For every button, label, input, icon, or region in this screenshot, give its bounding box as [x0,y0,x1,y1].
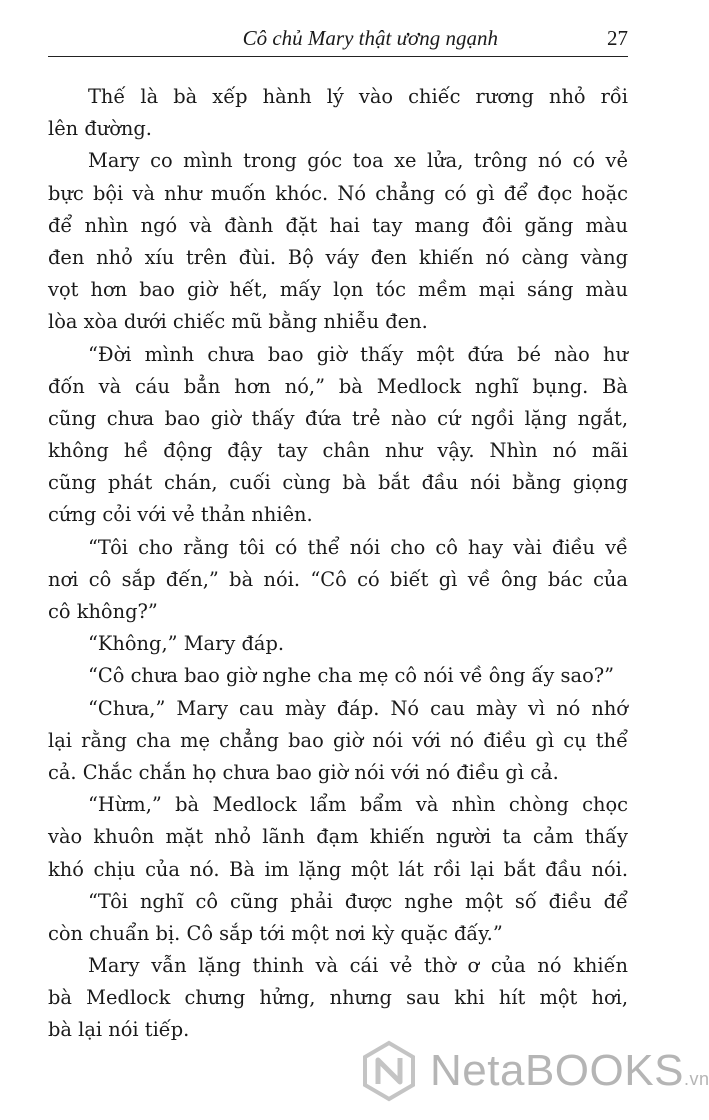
text-line: cô không?” [48,600,158,623]
text-line: “Tôi nghĩ cô cũng phải được nghe một số điều để [88,889,628,913]
running-header [48,22,628,57]
text-line: không hề động đậy tay chân như vậy. Nhìn nó mãi [48,439,628,463]
text-line: Mary co mình trong góc toa xe lửa, trông nó có vẻ [88,149,628,173]
text-line: “Tôi cho rằng tôi có thể nói cho cô hay vài điều về [88,535,628,559]
text-line: “Chưa,” Mary cau mày đáp. Nó cau mày vì nó nhớ [88,696,628,720]
text-line: lòa xòa dưới chiếc mũ bằng nhiễu đen. [48,310,428,334]
text-line: để nhìn ngó và đành đặt hai tay mang đôi găng màu [48,213,628,237]
text-line: nơi cô sắp đến,” bà nói. “Cô có biết gì về ông bác của [48,567,628,591]
text-line: cứng cỏi với vẻ thản nhiên. [48,503,313,527]
text-line: lên đường. [48,117,152,141]
text-line: cũng phát chán, cuối cùng bà bắt đầu nói bằng giọng [48,471,628,495]
text-line: “Không,” Mary đáp. [88,632,285,656]
body-text [48,81,628,1047]
text-line: vọt hơn bao giờ hết, mấy lọn tóc mềm mại sáng màu [48,278,628,302]
text-line: vào khuôn mặt nhỏ lãnh đạm khiến người ta cảm thấy [48,825,628,849]
netabooks-watermark [358,1040,709,1106]
netabooks-logo-icon [358,1040,420,1102]
text-line: lại rằng cha mẹ chẳng bao giờ nói với nó điều gì cụ thể [48,728,628,752]
text-line: Thế là bà xếp hành lý vào chiếc rương nhỏ rồi [88,85,628,108]
text-line: bà lại nói tiếp. [48,1018,190,1042]
text-line: đốn và cáu bẳn hơn nó,” bà Medlock nghĩ bụng. Bà [48,374,628,398]
running-title: Cô chủ Mary thật ương ngạnh [242,26,498,50]
text-line: khó chịu của nó. Bà im lặng một lát rồi lại bắt đầu nói. [48,857,628,881]
text-line: còn chuẩn bị. Cô sắp tới một nơi kỳ quặc đấy.” [48,921,503,945]
watermark-suffix: .vn [683,1069,709,1089]
text-line: cả. Chắc chắn họ chưa bao giờ nói với nó điều gì cả. [48,760,559,784]
text-line: cũng chưa bao giờ thấy đứa trẻ nào cứ ngồi lặng ngắt, [48,406,628,430]
text-line: “Đời mình chưa bao giờ thấy một đứa bé nào hư [88,342,628,366]
text-line: “Cô chưa bao giờ nghe cha mẹ cô nói về ông ấy sao?” [88,664,615,688]
text-line: bà Medlock chưng hửng, nhưng sau khi hít một hơi, [48,986,628,1010]
text-line: “Hừm,” bà Medlock lẩm bẩm và nhìn chòng chọc [88,793,628,817]
text-line: Mary vẫn lặng thinh và cái vẻ thờ ơ của nó khiến [88,954,628,978]
page-number: 27 [607,26,628,50]
text-line: đen nhỏ xíu trên đùi. Bộ váy đen khiến nó càng vàng [48,245,628,269]
text-line: bực bội và như muốn khóc. Nó chẳng có gì để đọc hoặc [48,181,628,205]
watermark-text: NetaBOOKS.vn [430,1046,709,1095]
